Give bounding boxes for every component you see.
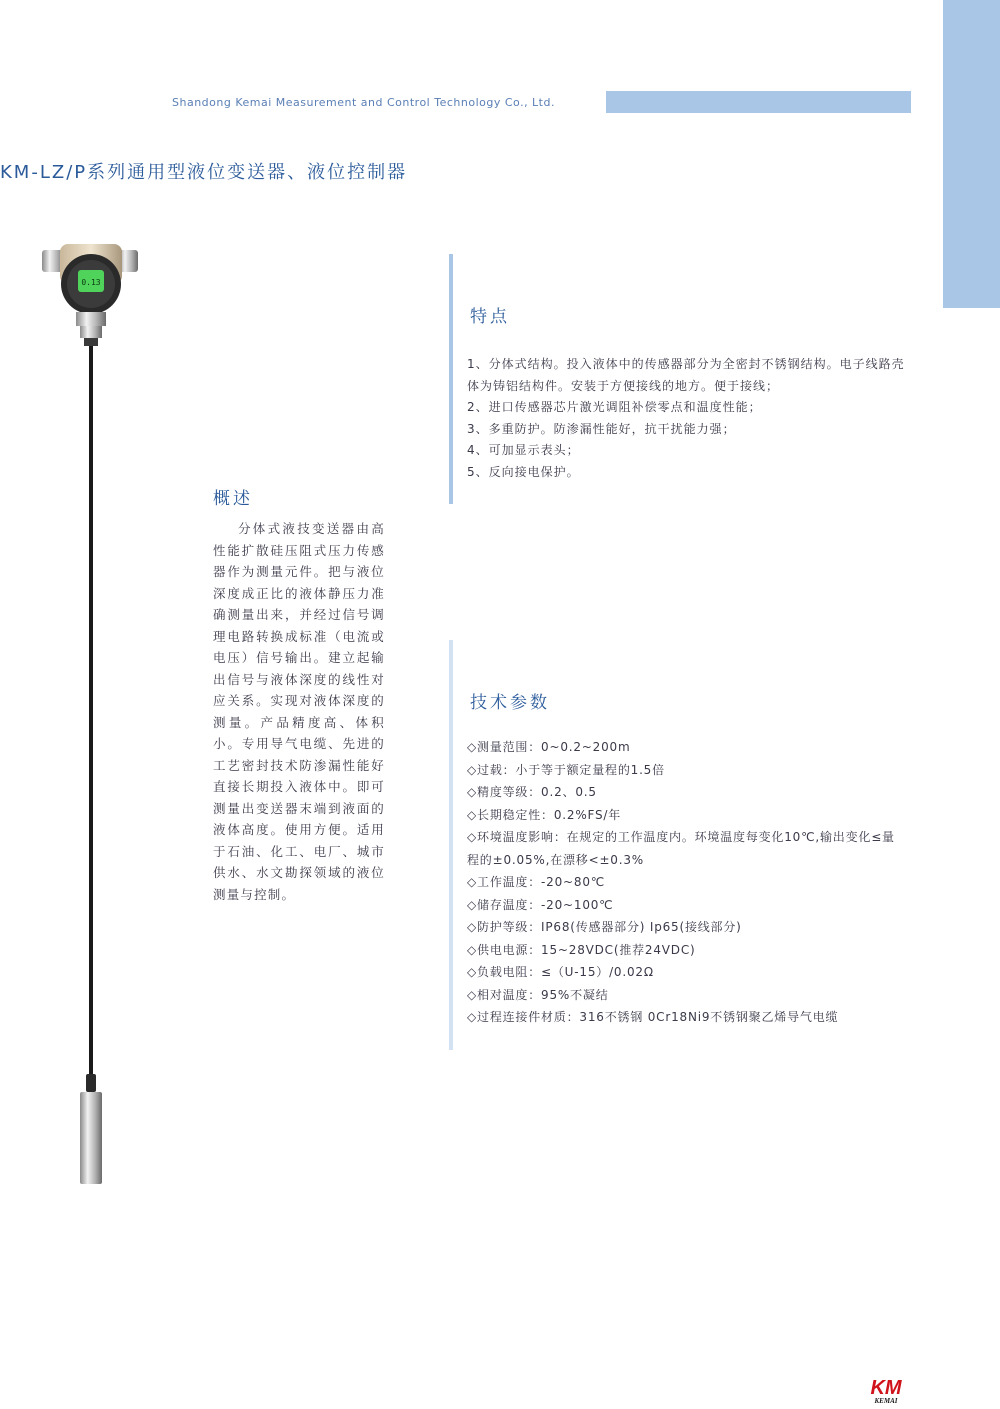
kemai-logo: [862, 1374, 910, 1404]
params-heading: 技术参数: [470, 693, 550, 713]
company-bar: [606, 91, 911, 113]
feature-item: 1、分体式结构。投入液体中的传感器部分为全密封不锈钢结构。电子线路壳体为铸铝结构件。安装于方便接线的地方。便于接线；: [467, 357, 905, 393]
param-item: ◇工作温度：-20~80℃: [467, 875, 606, 889]
param-item: ◇过程连接件材质：316不锈钢 0Cr18Ni9不锈钢聚乙烯导气电缆: [467, 1010, 839, 1024]
overview-heading: 概述: [213, 489, 253, 509]
param-item: ◇相对温度：95%不凝结: [467, 987, 609, 1002]
feature-item: 5、反向接电保护。: [467, 464, 580, 479]
param-item: ◇长期稳定性：0.2%FS/年: [467, 807, 622, 822]
param-item: ◇精度等级：0.2、0.5: [467, 785, 597, 799]
param-item: ◇环境温度影响：在规定的工作温度内。环境温度每变化10℃,输出变化≤量程的±0.05%,在漂移<±0.3%: [467, 830, 895, 867]
param-item: ◇负载电阻：≤（U-15）/0.02Ω: [467, 965, 654, 979]
logo-mark: KM: [870, 1377, 902, 1399]
feature-item: 3、多重防护。防渗漏性能好，抗干扰能力强；: [467, 421, 736, 436]
company-name: Shandong Kemai Measurement and Control Technology Co., Ltd.: [172, 96, 555, 109]
feature-item: 4、可加显示表头；: [467, 443, 580, 457]
features-list: [467, 354, 907, 483]
features-heading: 特点: [470, 307, 510, 327]
param-item: ◇储存温度：-20~100℃: [467, 897, 614, 912]
overview-text: 分体式液技变送器由高性能扩散硅压阻式压力传感器作为测量元件。把与液位深度成正比的液体静压力准确测量出来，并经过信号调理电路转换成标准（电流或电压）信号输出。建立起输出信号与液体深度的线性对应关系。实现对液体深度的测量。产品精度高、体积小。专用导气电缆、先进的工艺密封技术防渗漏性能好直接长期投入液体中。即可测量出变送器末端到液面的液体高度。使用方便。适用于石油、化工、电厂、城市供水、水文勘探领域的液位测量与控制。: [213, 521, 385, 902]
param-item: ◇测量范围：0~0.2~200m: [467, 740, 631, 754]
param-item: ◇过载：小于等于额定量程的1.5倍: [467, 762, 665, 777]
param-item: ◇防护等级：IP68(传感器部分) Ip65(接线部分): [467, 920, 742, 934]
param-item: ◇供电电源：15~28VDC(推荐24VDC): [467, 942, 696, 957]
logo-name: KEMAI: [874, 1397, 898, 1404]
display-reading: 0.13: [81, 278, 101, 287]
params-list: [467, 736, 907, 1029]
feature-item: 2、进口传感器芯片激光调阻补偿零点和温度性能；: [467, 400, 762, 414]
page-title: KM-LZ/P系列通用型液位变送器、液位控制器: [0, 162, 408, 183]
divider-top: [449, 254, 453, 504]
side-tab: [943, 0, 1000, 308]
divider-bottom: [449, 640, 453, 1050]
product-image: [30, 238, 160, 1188]
